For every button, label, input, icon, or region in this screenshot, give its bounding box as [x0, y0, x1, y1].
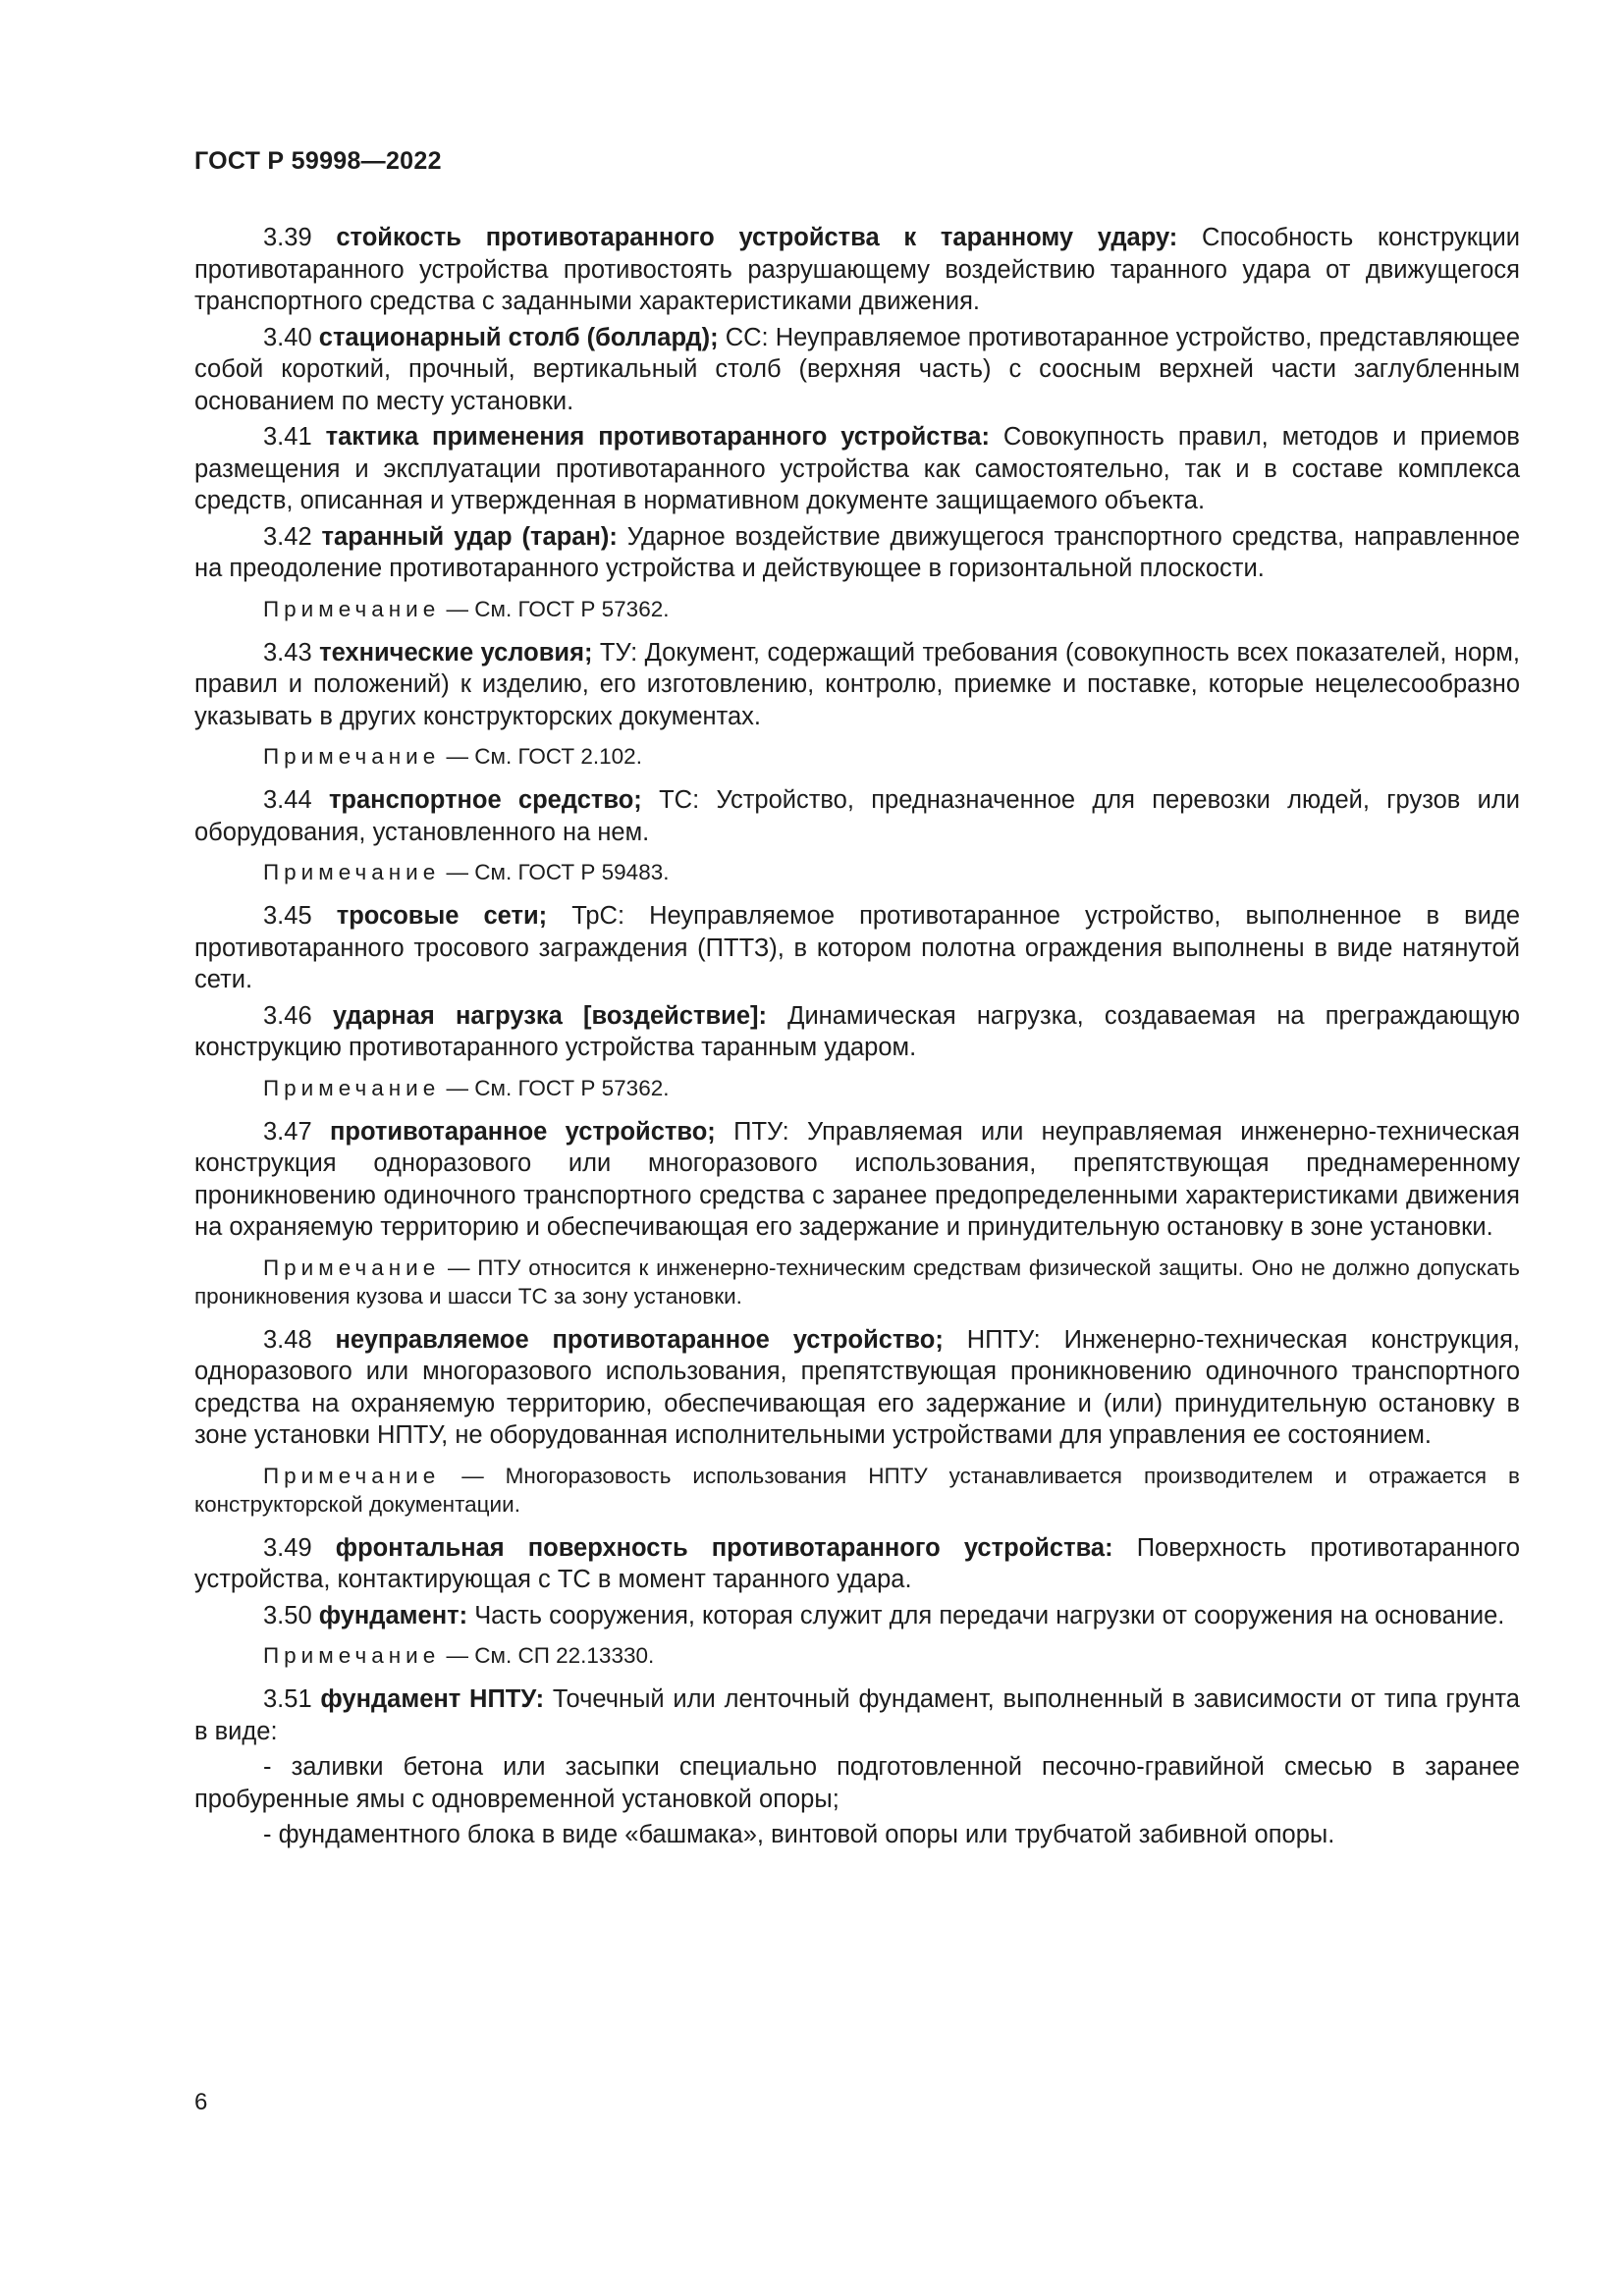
page-number: 6 — [194, 2089, 208, 2115]
entry-definition: Совокупность правил, методов и приемов размещения и эксплуатации противотаранного устройства как самостоятельно, так и в составе комплекса средств, описанная и утвержденная в нормативном документе защищаемого объекта. — [194, 423, 1520, 514]
entry-number: 3.40 — [263, 323, 312, 351]
note-3-43 — [194, 742, 1520, 771]
entry-number: 3.48 — [263, 1325, 312, 1354]
entry-definition: СС: Неуправляемое противотаранное устройство, представляющее собой короткий, прочный, вертикальный столб (верхняя часть) с соосным верхней части заглубленным основанием по месту установки. — [194, 323, 1521, 415]
note-3-42 — [194, 595, 1520, 623]
note-label: Примечание — [263, 1643, 441, 1668]
entry-definition: НПТУ: Инженерно-техническая конструкция, одноразового или многоразового использования, препятствующая проникновению одиночного транспортного средства на охраняемую территорию, обеспечивающая его задержание и (или) принудительную остановку в зоне установки НПТУ, не оборудованная исполнительными устройствами для управления ее состоянием. — [194, 1325, 1520, 1449]
term-entry-3-50 — [194, 1600, 1520, 1632]
entry-term: тактика применения противотаранного устройства: — [325, 423, 990, 451]
entry-term: фундамент НПТУ: — [320, 1685, 545, 1713]
note-3-47 — [194, 1254, 1520, 1310]
entry-definition: ТС: Устройство, предназначенное для перевозки людей, грузов или оборудования, установленного на нем. — [194, 786, 1520, 846]
entry-number: 3.45 — [263, 902, 312, 930]
entry-definition: Ударное воздействие движущегося транспортного средства, направленное на преодоление противотаранного устройства и действующее в горизонтальной плоскости. — [194, 522, 1520, 582]
term-entry-3-44 — [194, 784, 1520, 848]
note-label: Примечание — [263, 1075, 441, 1100]
note-3-44 — [194, 858, 1520, 886]
note-3-50 — [194, 1641, 1520, 1670]
entry-number: 3.50 — [263, 1601, 312, 1629]
term-entry-3-48 — [194, 1324, 1520, 1452]
note-text: — См. ГОСТ Р 59483. — [446, 860, 670, 884]
entry-number: 3.44 — [263, 786, 312, 814]
note-text: — Многоразовость использования НПТУ устанавливается производителем и отражается в конструкторской документации. — [194, 1463, 1520, 1517]
entry-number: 3.49 — [263, 1533, 312, 1562]
note-text: — См. ГОСТ 2.102. — [446, 744, 642, 769]
entry-number: 3.42 — [263, 522, 312, 551]
term-entry-3-39 — [194, 222, 1520, 318]
term-entry-3-49 — [194, 1532, 1520, 1596]
entry-term: неуправляемое противотаранное устройство; — [335, 1325, 944, 1354]
entry-number: 3.41 — [263, 423, 312, 451]
entry-term: ударная нагрузка [воздействие]: — [332, 1001, 767, 1030]
term-entry-3-42 — [194, 521, 1520, 585]
entry-term: стационарный столб (боллард); — [318, 323, 719, 351]
entry-definition: Поверхность противотаранного устройства, контактирующая с ТС в момент таранного удара. — [194, 1533, 1520, 1593]
note-label: Примечание — [263, 1463, 441, 1488]
note-label: Примечание — [263, 744, 441, 769]
list-item: - заливки бетона или засыпки специально подготовленной песочно-гравийной смесью в заранее пробуренные ямы с одновременной установкой опоры; — [194, 1753, 1520, 1813]
entry-number: 3.46 — [263, 1001, 312, 1030]
entry-term: противотаранное устройство; — [329, 1117, 716, 1146]
entry-term: тросовые сети; — [336, 902, 548, 930]
note-3-48 — [194, 1462, 1520, 1519]
entry-term: транспортное средство; — [328, 786, 642, 814]
entry-number: 3.47 — [263, 1117, 312, 1146]
entry-term: технические условия; — [319, 638, 593, 667]
term-entry-3-51 — [194, 1683, 1520, 1747]
note-text: — См. СП 22.13330. — [446, 1643, 655, 1668]
entry-term: стойкость противотаранного устройства к таранному удару: — [336, 224, 1178, 251]
note-text: — См. ГОСТ Р 57362. — [446, 1075, 670, 1100]
document-header: ГОСТ Р 59998—2022 — [194, 147, 442, 175]
document-body — [194, 222, 1520, 1855]
entry-number: 3.51 — [263, 1685, 312, 1713]
entry-number: 3.43 — [263, 638, 312, 667]
term-entry-3-40 — [194, 322, 1520, 418]
note-label: Примечание — [263, 1255, 441, 1280]
note-label: Примечание — [263, 596, 441, 621]
term-entry-3-41 — [194, 421, 1520, 517]
note-3-46 — [194, 1074, 1520, 1102]
entry-definition: ПТУ: Управляемая или неуправляемая инженерно-техническая конструкция одноразового или многоразового использования, препятствующая преднамеренному проникновению одиночного транспортного средства с заранее предопределенными характеристиками движения на охраняемую территорию и обеспечивающая его задержание и принудительную остановку в зоне установки. — [194, 1117, 1520, 1241]
entry-term: фронтальная поверхность противотаранного устройства: — [335, 1533, 1113, 1562]
term-entry-3-46 — [194, 1000, 1520, 1064]
entry-definition: Динамическая нагрузка, создаваемая на преграждающую конструкцию противотаранного устройства таранным ударом. — [194, 1001, 1520, 1061]
entry-term: таранный удар (таран): — [321, 522, 618, 551]
entry-definition: Точечный или ленточный фундамент, выполненный в зависимости от типа грунта в виде: — [194, 1685, 1520, 1745]
entry-definition: Часть сооружения, которая служит для передачи нагрузки от сооружения на основание. — [474, 1601, 1505, 1629]
note-text: — См. ГОСТ Р 57362. — [446, 596, 670, 621]
entry-definition: ТУ: Документ, содержащий требования (совокупность всех показателей, норм, правил и положений) к изделию, его изготовлению, контролю, приемке и поставке, которые нецелесообразно указывать в других конструкторских документах. — [194, 638, 1520, 730]
term-entry-3-43 — [194, 637, 1520, 733]
note-text: — ПТУ относится к инженерно-техническим средствам физической защиты. Оно не должно допускать проникновения кузова и шасси ТС за зону установки. — [194, 1255, 1520, 1308]
entry-term: фундамент: — [318, 1601, 468, 1629]
list-item: - фундаментного блока в виде «башмака», винтовой опоры или трубчатой забивной опоры. — [263, 1821, 1335, 1848]
entry-number: 3.39 — [263, 224, 312, 251]
note-label: Примечание — [263, 860, 441, 884]
entry-definition: Способность конструкции противотаранного устройства противостоять разрушающему воздействию таранного удара от движущегося транспортного средства с заданными характеристиками движения. — [194, 224, 1520, 315]
term-entry-3-45 — [194, 900, 1520, 996]
term-entry-3-47 — [194, 1116, 1520, 1244]
entry-definition: ТрС: Неуправляемое противотаранное устройство, выполненное в виде противотаранного тросового заграждения (ПТТЗ), в котором полотна ограждения выполнены в виде натянутой сети. — [194, 902, 1521, 993]
